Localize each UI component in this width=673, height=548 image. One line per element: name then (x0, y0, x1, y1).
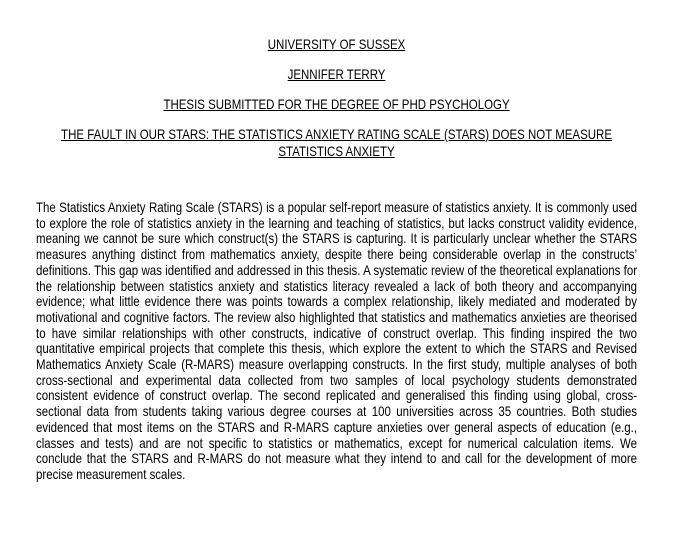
thesis-title: THE FAULT IN OUR STARS: THE STATISTICS ANXIETY RATING SCALE (STARS) DOES NOT MEASURE STATISTICS ANXIETY (61, 126, 612, 159)
abstract-paragraph: The Statistics Anxiety Rating Scale (STARS) is a popular self-report measure of statistics anxiety. It is commonly used to explore the role of statistics anxiety in the learning and teaching of statistics, but lacks construct validity evidence, meaning we cannot be sure which construct(s) the STARS is capturing. It is particularly unclear whether the STARS measures anything distinct from mathematics anxiety, despite there being considerable overlap in the constructs’ definitions. This gap was identified and addressed in this thesis. A systematic review of the theoretical explanations for the relationship between statistics anxiety and statistics literacy revealed a lack of both theory and accompanying evidence; what little evidence there was points towards a complex relationship, likely mediated and moderated by motivational and cognitive factors. The review also highlighted that statistics and mathematics anxieties are theorised to have similar relationships with other constructs, indicative of construct overlap. This finding inspired the two quantitative empirical projects that complete this thesis, which explore the extent to which the STARS and Revised Mathematics Anxiety Scale (R-MARS) measure overlapping constructs. In the first study, multiple analyses of both cross-sectional and experimental data collected from two samples of local psychology students demonstrated consistent evidence of construct overlap. The second replicated and generalised this finding using global, cross-sectional data from students taking various degree courses at 100 universities across 35 countries. Both studies evidenced that most items on the STARS and R-MARS capture anxieties over general aspects of education (e.g., classes and tests) and are not specific to statistics or mathematics, except for numerical calculation items. We conclude that the STARS and R-MARS do not measure what they intend to and call for the development of more precise measurement scales. (36, 199, 638, 482)
document-content (36, 0, 637, 483)
author-name: JENNIFER TERRY (287, 66, 386, 82)
university-name: UNIVERSITY OF SUSSEX (267, 36, 406, 52)
degree-statement: THESIS SUBMITTED FOR THE DEGREE OF PHD PSYCHOLOGY (163, 96, 510, 112)
